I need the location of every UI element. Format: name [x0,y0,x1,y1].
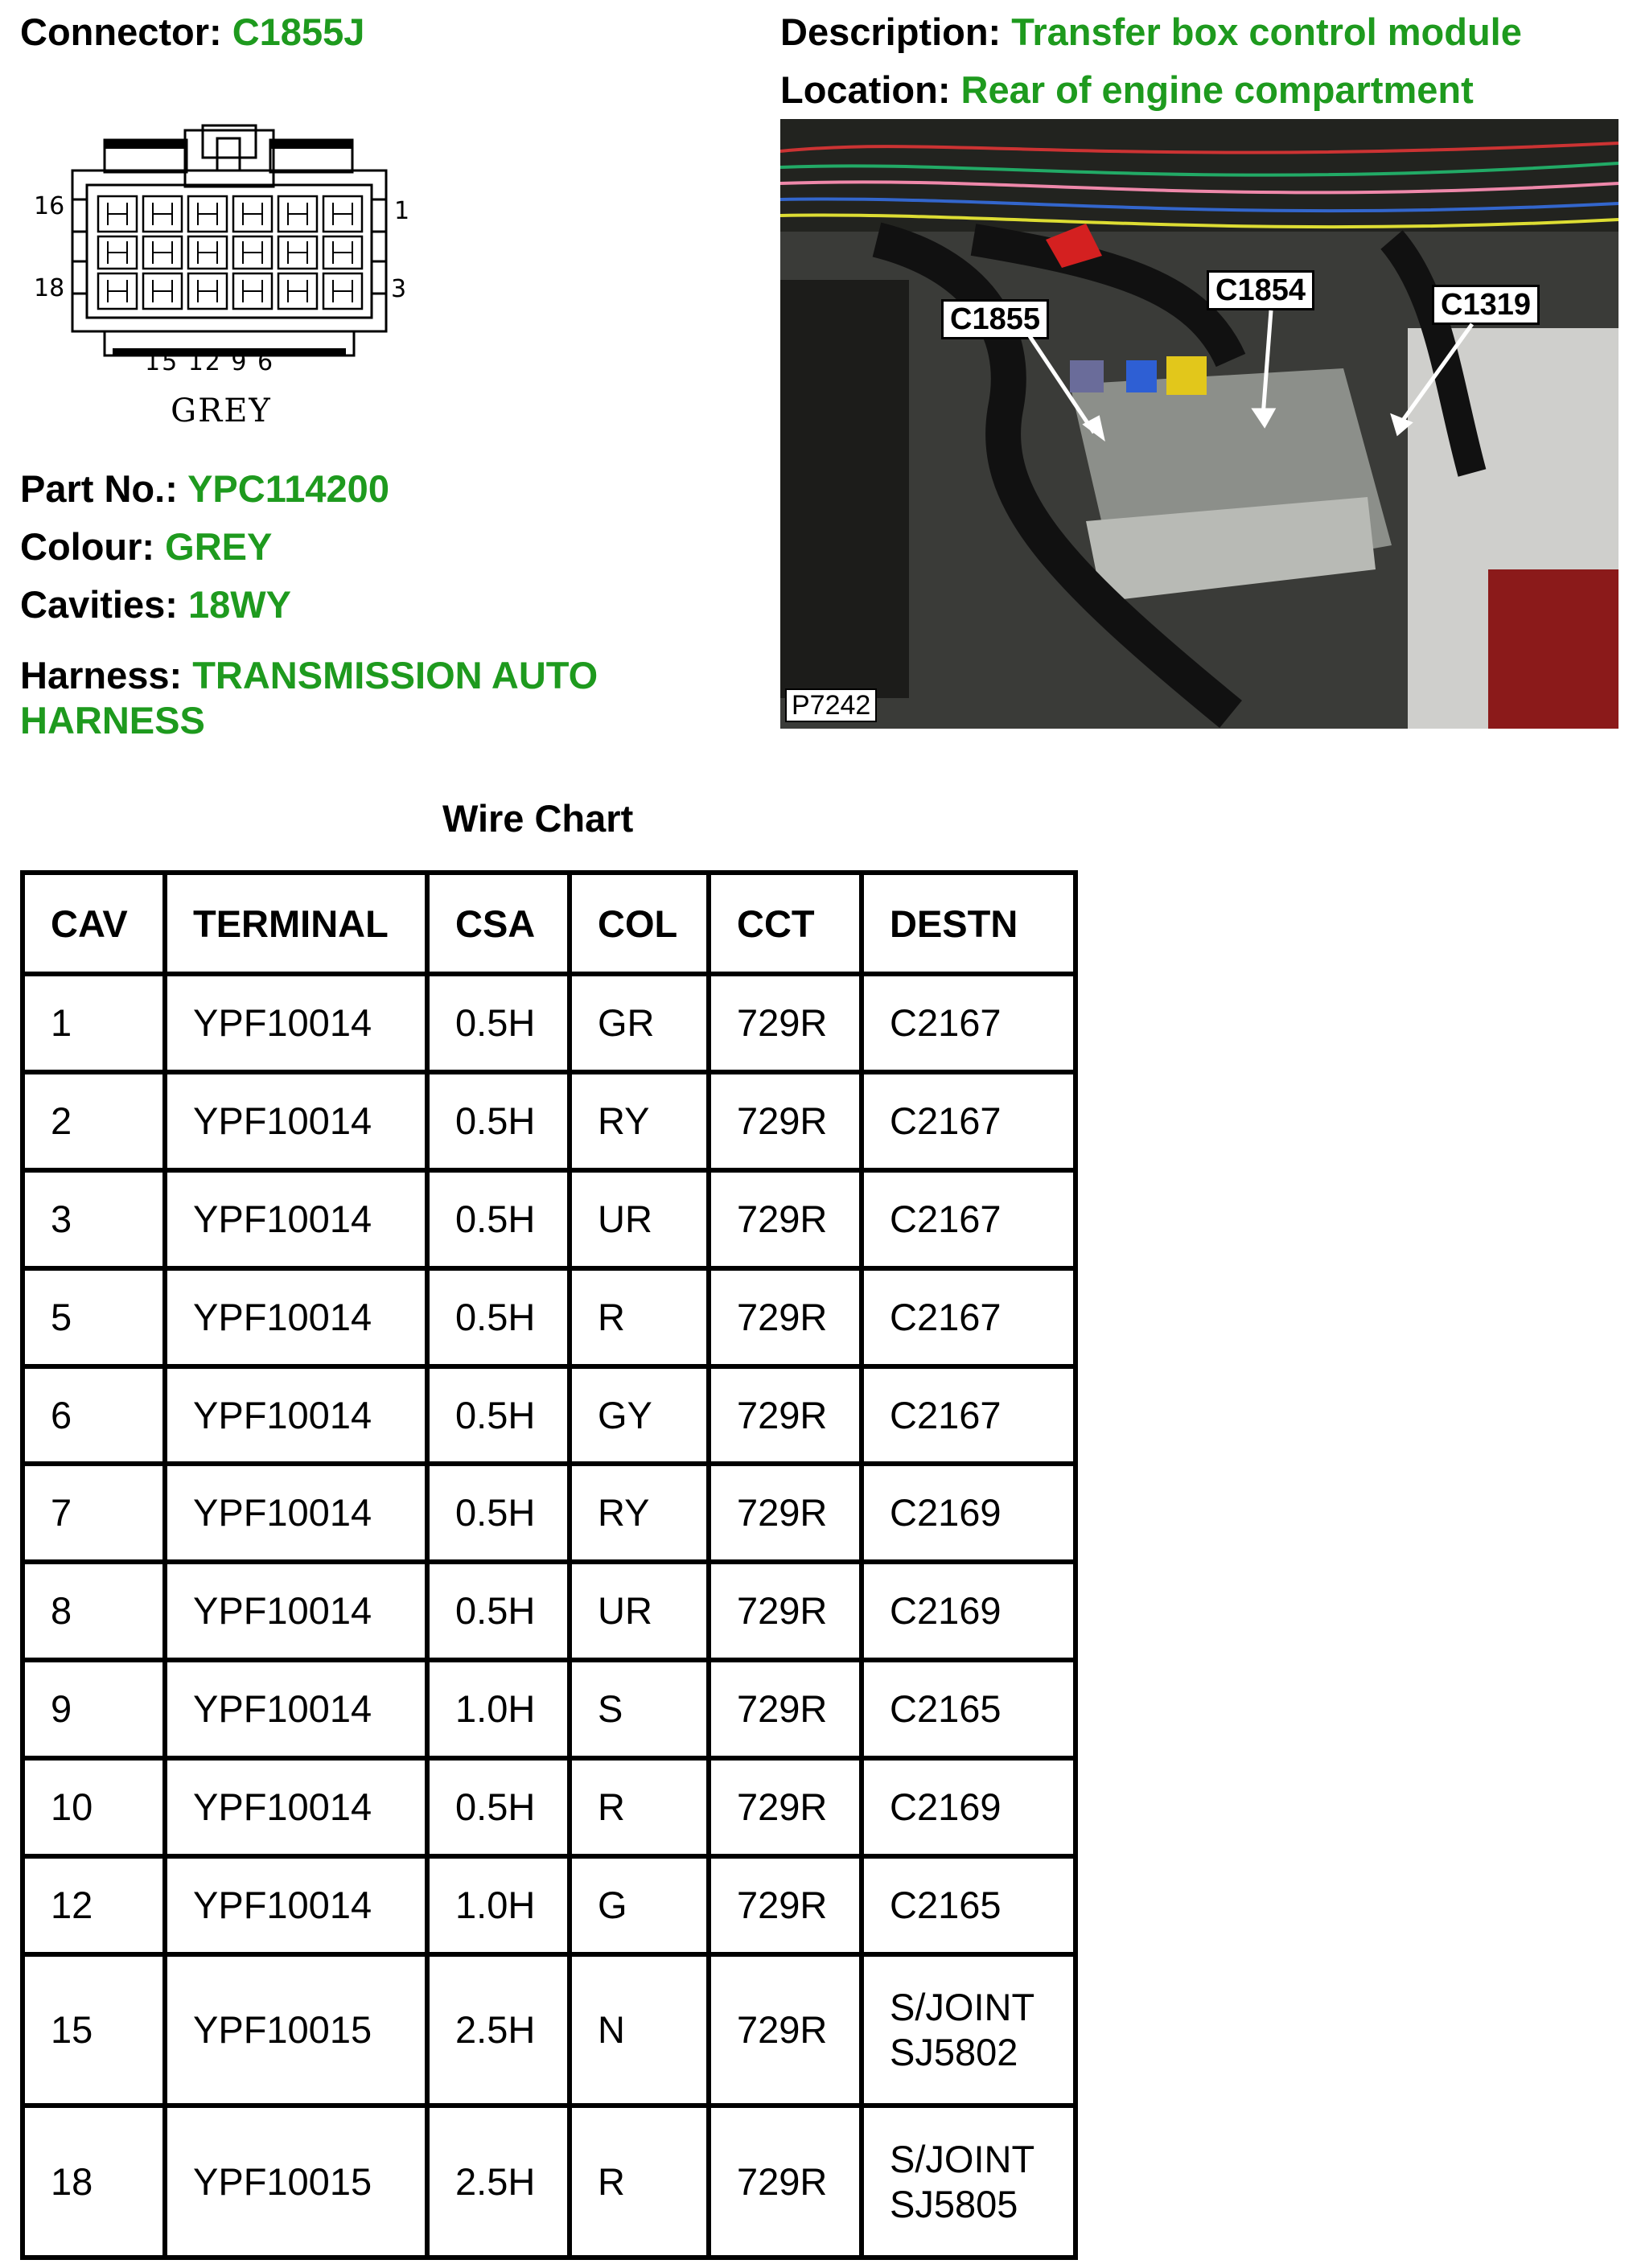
cell-terminal: YPF10014 [165,1660,427,1758]
cell-cav: 6 [23,1366,165,1465]
table-row [23,974,1076,1072]
cell-destn: S/JOINT SJ5805 [862,2106,1076,2258]
cell-terminal: YPF10014 [165,1170,427,1268]
cell-terminal: YPF10015 [165,2106,427,2258]
cell-destn: C2165 [862,1660,1076,1758]
cavity-number-top-left: 16 [34,192,65,220]
cell-terminal: YPF10014 [165,1366,427,1465]
cell-col: R [570,1268,709,1366]
cell-terminal: YPF10014 [165,1562,427,1660]
cell-cct: 729R [709,1464,862,1562]
cell-destn: C2165 [862,1856,1076,1954]
cell-terminal: YPF10014 [165,1072,427,1170]
cell-csa: 2.5H [427,2106,570,2258]
description-field [780,10,1522,55]
table-row [23,1856,1076,1954]
cell-destn: S/JOINT SJ5802 [862,1954,1076,2106]
cell-cav: 5 [23,1268,165,1366]
connector-label: Connector: [20,10,222,53]
cell-col: GR [570,974,709,1072]
cell-cct: 729R [709,974,862,1072]
cell-csa: 1.0H [427,1660,570,1758]
cavity-numbers-bottom: 15 12 9 6 [145,348,275,376]
harness-label: Harness: [20,654,183,696]
cell-col: G [570,1856,709,1954]
header-destn: DESTN [862,873,1076,974]
wire-chart-table [20,870,1078,2260]
cell-col: N [570,1954,709,2106]
cell-col: R [570,1758,709,1856]
cell-cav: 8 [23,1562,165,1660]
cell-cct: 729R [709,1170,862,1268]
cell-cct: 729R [709,2106,862,2258]
cell-destn: C2167 [862,1170,1076,1268]
table-row [23,1366,1076,1465]
header-cct: CCT [709,873,862,974]
part-no-field [20,466,389,512]
cell-cct: 729R [709,1660,862,1758]
connector-field [20,10,364,55]
cell-col: UR [570,1562,709,1660]
cell-csa: 0.5H [427,1464,570,1562]
header-cav: CAV [23,873,165,974]
cell-csa: 0.5H [427,974,570,1072]
cell-cav: 15 [23,1954,165,2106]
cavity-number-bottom-right: 3 [391,275,407,303]
cell-csa: 0.5H [427,1170,570,1268]
cell-cct: 729R [709,1268,862,1366]
cell-destn: C2167 [862,1366,1076,1465]
cavities-value: 18WY [187,583,291,626]
engine-bay-illustration [780,119,1618,729]
cell-cct: 729R [709,1758,862,1856]
table-row [23,2106,1076,2258]
cell-cav: 7 [23,1464,165,1562]
cell-destn: C2169 [862,1562,1076,1660]
colour-field [20,524,272,569]
table-header-row [23,873,1076,974]
location-photo [780,119,1618,729]
cell-destn: C2167 [862,974,1076,1072]
table-row [23,1464,1076,1562]
cell-csa: 0.5H [427,1562,570,1660]
cavities-field [20,582,291,627]
photo-callout-c1854: C1854 [1207,270,1314,310]
cavity-number-top-right: 1 [394,197,410,225]
cavity-number-bottom-left: 18 [34,274,65,302]
table-row [23,1758,1076,1856]
cell-destn: C2169 [862,1758,1076,1856]
cell-cav: 18 [23,2106,165,2258]
table-row [23,1072,1076,1170]
cell-csa: 2.5H [427,1954,570,2106]
cell-terminal: YPF10014 [165,1758,427,1856]
cell-cct: 729R [709,1562,862,1660]
header-col: COL [570,873,709,974]
cell-csa: 0.5H [427,1758,570,1856]
cell-col: RY [570,1072,709,1170]
harness-field [20,653,712,743]
table-row [23,1660,1076,1758]
part-no-label: Part No.: [20,467,178,510]
cell-cct: 729R [709,1072,862,1170]
table-row [23,1954,1076,2106]
wire-chart-body [23,974,1076,2258]
cell-destn: C2167 [862,1268,1076,1366]
connector-colour-caption: GREY [171,392,272,429]
cell-terminal: YPF10014 [165,974,427,1072]
harness-value: TRANSMISSION AUTO HARNESS [20,654,598,742]
colour-value: GREY [165,525,273,568]
cell-destn: C2167 [862,1072,1076,1170]
cell-cav: 3 [23,1170,165,1268]
colour-label: Colour: [20,525,155,568]
cavities-label: Cavities: [20,583,178,626]
cell-col: RY [570,1464,709,1562]
cell-destn: C2169 [862,1464,1076,1562]
cell-csa: 0.5H [427,1072,570,1170]
cell-csa: 1.0H [427,1856,570,1954]
wire-chart-title: Wire Chart [442,797,634,840]
location-label: Location: [780,68,951,111]
description-value: Transfer box control module [1011,10,1522,53]
cell-cav: 12 [23,1856,165,1954]
cell-col: S [570,1660,709,1758]
photo-reference: P7242 [785,688,877,722]
photo-callout-c1319: C1319 [1432,285,1540,325]
cell-terminal: YPF10014 [165,1268,427,1366]
cell-col: GY [570,1366,709,1465]
connector-value: C1855J [232,10,365,53]
location-field [780,68,1474,113]
cell-csa: 0.5H [427,1268,570,1366]
table-row [23,1562,1076,1660]
table-row [23,1268,1076,1366]
cell-csa: 0.5H [427,1366,570,1465]
cell-cct: 729R [709,1366,862,1465]
description-label: Description: [780,10,1002,53]
cell-cct: 729R [709,1856,862,1954]
location-value: Rear of engine compartment [960,68,1474,111]
header-csa: CSA [427,873,570,974]
cell-col: R [570,2106,709,2258]
cell-cav: 9 [23,1660,165,1758]
cell-col: UR [570,1170,709,1268]
cell-cct: 729R [709,1954,862,2106]
photo-callout-c1855: C1855 [941,299,1049,339]
cell-terminal: YPF10015 [165,1954,427,2106]
cell-cav: 10 [23,1758,165,1856]
connector-face-drawing [24,121,426,434]
header-terminal: TERMINAL [165,873,427,974]
table-row [23,1170,1076,1268]
cell-cav: 1 [23,974,165,1072]
cell-terminal: YPF10014 [165,1856,427,1954]
cell-terminal: YPF10014 [165,1464,427,1562]
cell-cav: 2 [23,1072,165,1170]
part-no-value: YPC114200 [187,467,389,510]
